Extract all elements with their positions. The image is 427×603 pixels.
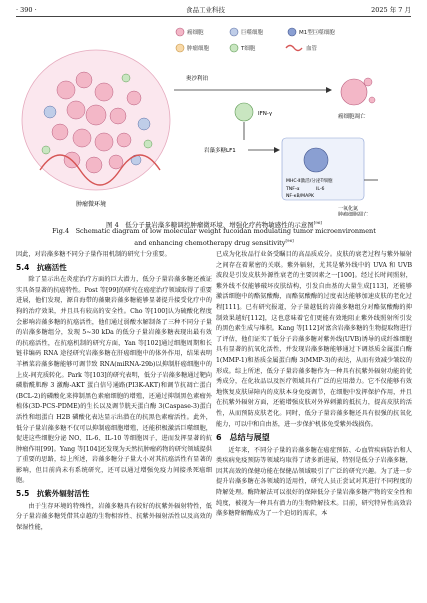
paragraph: 已成为化妆品行业备受瞩目的高品质成分。皮肤的衰老过程与紫外辐射之间存在着紧密的关联。紫外辐射，尤其是紫外线中的 UVA 和 UVB 波段是引发皮肤外源性衰老的主要因素之一[100]。经过长时间照射，紫外线不仅能够破坏皮肤结构，引发自由基的大量生成[113]，还能够激活细胞中的酪氨酸酶，而酪氨酸酶的过度表达能够加速皮肤的老化过程[111]。已有研究报道，分子量越低的岩藻多糖组分对酪氨酸酶的抑制效果越好[112]，这也意味着它们更能有效地阻止紫外线照射所引发的黑色素生成与堆积。Kang 等[112]对富含岩藻多糖的生物提取物进行了评估，他们证实了低分子岩藻多糖对紫外线(UVB)诱导的成纤维细胞具有显著的抗氧化活性，并发现岩藻多糖能够通过下调基质金属蛋白酶 1(MMP-1)和基质金属蛋白酶 3(MMP-3)的表达，从而有效减少皱纹的形成。综上所述，低分子量岩藻多糖作为一种具有抗紫外辐射功能的优秀成分，在化妆品以及医疗领域具有广泛的应用潜力。它不仅能够有效地恢复皮肤屏障内的皮肤本身免疫调节，在细胞中发挥保护作用，并且在抗紫外辐射方面，还能增强皮肤对外界刺激的抵抗力，提高皮肤的活性，从而预防皮肤老化。同时，低分子量岩藻多糖还具有很强的抗氧化能力，可以中和自由基，进一步保护机体免受紫外线损伤。 bbox=[216, 251, 412, 428]
m1-macrophage-swatch bbox=[288, 28, 296, 36]
legend-cancer-cell: 癌细胞 bbox=[187, 30, 204, 36]
page-number: · 390 · bbox=[16, 6, 37, 14]
issue-date: 2025 年 7 月 bbox=[371, 6, 411, 14]
t-cell-swatch bbox=[230, 44, 238, 52]
label-tme: 肿瘤微环境 bbox=[76, 201, 107, 208]
legend-vessel: 血管 bbox=[306, 46, 318, 52]
tumor-microenvironment bbox=[22, 50, 170, 190]
figure-4-diagram bbox=[16, 20, 412, 216]
apoptotic-cell bbox=[341, 78, 375, 105]
figure-4 bbox=[16, 20, 412, 216]
tumor-cell-swatch bbox=[176, 44, 184, 52]
label-ifn: IFN-γ bbox=[258, 111, 273, 117]
macrophage-swatch bbox=[230, 28, 238, 36]
paragraph: 近年来，不同分子量的岩藻多糖在癌症预防、心血管疾病防治和人类疾病免疫预防等领域均取得了诸多新进展，特别是低分子岩藻多糖，因其高效的保健功能在保健品领域吸引了广泛的研究兴趣。为了进一步提升岩藻多糖在各领域的适用性，研究人员正尝试对其进行不同程度的降解处理。酶降解法可以很好的保障低分子量岩藻多糖产物的安全性和纯度，被视为一种具有潜力的生物降解技术。目前，研究特异性高效岩藻多糖降解酶成为了一个迫切的需求，本 bbox=[216, 446, 412, 518]
figure-caption-en-2: and enhancing chemotherapy drug sensitivity[96] bbox=[134, 238, 294, 248]
legend-t-cell: T细胞 bbox=[241, 46, 256, 52]
journal-name: 食品工业科技 bbox=[186, 6, 225, 14]
figure-caption-en: Fig.4 Schematic diagram of low molecular weight fucoidan modulating tumor microenvironment bbox=[52, 227, 376, 235]
label-tnf: TNF-α bbox=[286, 187, 300, 192]
paragraph: 除了显示出在炎症治疗方面的巨大潜力，低分子量岩藻多糖还被证实具备显著的抗癌特性。Post 等[99]的研究在癌症治疗领域取得了重要进展，他们发现，源自海带的藻聚岩藻多糖能够显著提升接受化疗中的狗的治疗效果，并且具有较高的安全性。Cho 等[100]认为硫酸化程度会影响岩藻多糖的抗癌活性，他们通过弱酸水解制备了三种不同分子量的岩藻多糖组分，发现 5~30 kDa 的低分子量岩藻多糖表现出最有效的抗癌活性，在抗癌机制的研究方面，Yan 等[102]通过细胞周期和长链非编码 RNA 途径研究岩藻多糖在肝癌细胞中的体外作用，结果表明羊栖菜岩藻多糖能够可调节致 RNA(miRNA-29b)以抑制肝癌细胞中的上皮-间充质转化。Park 等[103]的研究表明，低分子岩藻多糖通过靶向磷脂酰肌醇 3 激酶-AKT 蛋白信号通路(PI3K-AKT)和调节抗凋亡蛋白(BCL-2)的磷酸化来抑制黑色素瘤细胞的增殖，还通过抑制黑色素瘤外植体(3D-PCS-PDME)的生长以及调节胱天蛋白酶 3(Caspase-3)蛋白活性和组蛋白 H2B 磷酸化表达显示出潜在的抗黑色素瘤活性。此外，低分子量岩藻多糖不仅可以抑制癌细胞增殖，还能积极激活巨噬细胞，促进这些细胞分泌 NO、IL-6、IL-10 等细胞因子，进而发挥显著的抗肿瘤作用[99]。Yang 等[104]还发现为天然抗肿瘤药物的研究领域提供了重要的思路，综上所述，岩藻多糖分子量大小对其抗癌活性有显著的影响，但目前尚未有系统研究，还可以通过增强免疫力间接杀死癌细胞。 bbox=[16, 276, 212, 485]
section-heading-6: 6 总结与展望 bbox=[216, 433, 270, 443]
label-mhc: MHC-Ⅱ激活/分泌T细胞 bbox=[286, 179, 333, 184]
legend-tumor-cell: 肿瘤细胞 bbox=[187, 46, 210, 52]
left-column bbox=[16, 250, 212, 533]
section-heading-5-4: 5.4 抗癌活性 bbox=[16, 262, 67, 272]
section-heading-5-5: 5.5 抗紫外辐射活性 bbox=[16, 489, 90, 499]
macrophage-panel bbox=[282, 138, 364, 200]
legend-m1-macrophage: M1型巨噬细胞 bbox=[299, 30, 335, 36]
cancer-cell-swatch bbox=[176, 28, 184, 36]
label-il6: IL-6 bbox=[316, 187, 325, 192]
paragraph: 由于生存环境的特殊性，岩藻多糖具有较好的抗紫外辐射特性，低分子量岩藻多糖凭借其卓越的生物相容性、抗紫外辐射活性以及高效的保湿性能， bbox=[16, 502, 212, 531]
label-no: 一氧化氮 bbox=[338, 206, 359, 212]
legend-macrophage: 巨噬细胞 bbox=[241, 30, 264, 36]
running-header bbox=[16, 5, 411, 17]
label-oxaliplatin: 奥沙利铂 bbox=[186, 76, 209, 82]
right-column bbox=[216, 250, 412, 520]
label-ros: 肿瘤细胞凋亡 bbox=[338, 212, 369, 216]
t-cell bbox=[235, 103, 253, 121]
label-lmwf: 岩藻多糖LF1 bbox=[204, 148, 236, 154]
label-nfkb: NF-κB/MAPK bbox=[286, 194, 315, 199]
figure-legend bbox=[176, 28, 335, 52]
vessel-swatch bbox=[286, 46, 302, 51]
figure-caption-cn: 图 4 低分子量岩藻多糖调控肿瘤微环境、增强化疗药物敏感性的示意图[96] bbox=[106, 220, 322, 230]
paragraph: 因此，对岩藻多糖不同分子量作用机制的研究十分重要。 bbox=[16, 251, 171, 258]
label-apoptosis: 癌细胞凋亡 bbox=[338, 114, 366, 120]
